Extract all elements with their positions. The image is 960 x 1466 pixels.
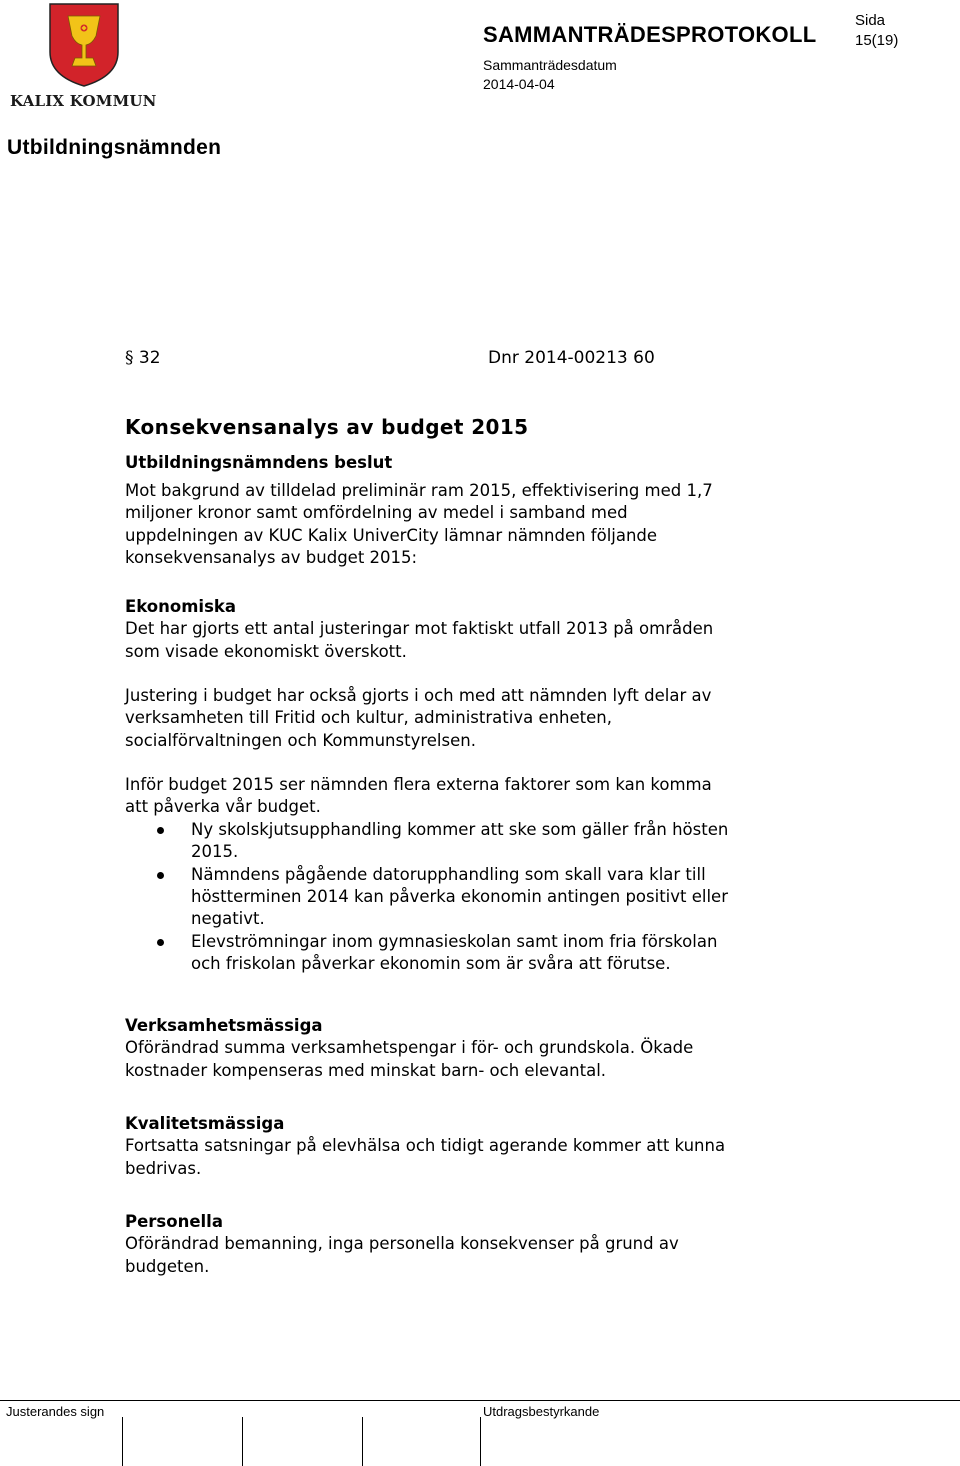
text-line: miljoner kronor samt omfördelning av medel i samband med — [125, 503, 628, 523]
signature-box-divider — [480, 1417, 481, 1466]
section-heading: Verksamhetsmässiga — [125, 1016, 323, 1035]
text-line: bedrivas. — [125, 1158, 202, 1178]
signature-box-divider — [242, 1417, 243, 1466]
signature-box-divider — [362, 1417, 363, 1466]
page-label: Sida — [855, 12, 886, 29]
municipality-logo — [10, 2, 160, 110]
text-line: verksamheten till Fritid och kultur, administrativa enheten, — [125, 708, 612, 728]
text-line: 2015. — [191, 842, 239, 862]
text-line: Oförändrad summa verksamhetspengar i för- och grundskola. Ökade — [125, 1038, 694, 1058]
text-line: Det har gjorts ett antal justeringar mot faktiskt utfall 2013 på områden — [125, 619, 714, 639]
meeting-date-label: Sammanträdesdatum — [483, 57, 617, 73]
case-title: Konsekvensanalys av budget 2015 — [125, 415, 529, 439]
text-line: Justering i budget har också gjorts i och med att nämnden lyft delar av — [125, 686, 712, 705]
certification-label: Utdragsbestyrkande — [483, 1404, 600, 1419]
case-number: Dnr 2014-00213 60 — [488, 348, 655, 368]
text-line: budgeten. — [125, 1256, 210, 1276]
text-line: negativt. — [191, 909, 265, 929]
decision-heading: Utbildningsnämndens beslut — [125, 453, 393, 472]
logo-text: KALIX KOMMUN — [10, 92, 157, 110]
sign-label: Justerandes sign — [6, 1404, 105, 1419]
text-line: Mot bakgrund av tilldelad preliminär ram 2015, effektivisering med 1,7 — [125, 481, 713, 500]
paragraph-external-factors — [125, 774, 825, 976]
page-number: 15(19) — [855, 32, 899, 49]
text-line: höstterminen 2014 kan påverka ekonomin antingen positivt eller — [191, 887, 728, 907]
text-line: kostnader kompenseras med minskat barn- och elevantal. — [125, 1060, 607, 1080]
text-line: Ny skolskjutsupphandling kommer att ske som gäller från hösten — [191, 819, 729, 839]
section-heading: Personella — [125, 1212, 223, 1231]
section-heading: Ekonomiska — [125, 597, 236, 616]
text-line: att påverka vår budget. — [125, 797, 321, 817]
committee-name: Utbildningsnämnden — [7, 136, 222, 159]
coat-of-arms-icon — [48, 2, 120, 88]
paragraph-justering — [125, 685, 825, 752]
paragraph-value: 32 — [138, 348, 161, 368]
section-personella — [125, 1211, 825, 1278]
signature-box-divider — [122, 1417, 123, 1466]
section-heading: Kvalitetsmässiga — [125, 1114, 285, 1133]
list-item — [125, 864, 825, 931]
list-item — [125, 819, 825, 864]
factor-list — [125, 819, 825, 976]
text-line: socialförvaltningen och Kommunstyrelsen. — [125, 730, 476, 750]
list-item — [125, 931, 825, 976]
text-line: som visade ekonomiskt överskott. — [125, 641, 407, 661]
meeting-date: 2014-04-04 — [483, 76, 555, 92]
text-line: konsekvensanalys av budget 2015: — [125, 548, 418, 568]
section-ekonomiska — [125, 596, 825, 663]
intro-paragraph — [125, 480, 825, 570]
section-symbol: § — [125, 348, 134, 368]
document-title: SAMMANTRÄDESPROTOKOLL — [483, 22, 817, 47]
text-line: Elevströmningar inom gymnasieskolan samt inom fria förskolan — [191, 931, 718, 951]
text-line: Oförändrad bemanning, inga personella konsekvenser på grund av — [125, 1234, 679, 1254]
text-line: Nämndens pågående datorupphandling som skall vara klar till — [191, 864, 706, 884]
paragraph-number — [125, 348, 161, 368]
text-line: Fortsatta satsningar på elevhälsa och tidigt agerande kommer att kunna — [125, 1136, 726, 1156]
section-verksamhet — [125, 1015, 825, 1082]
text-line: Inför budget 2015 ser nämnden flera externa faktorer som kan komma — [125, 775, 712, 794]
signature-footer — [0, 1400, 960, 1466]
text-line: och friskolan påverkar ekonomin som är svåra att förutse. — [191, 954, 671, 974]
section-kvalitet — [125, 1113, 825, 1180]
text-line: uppdelningen av KUC Kalix UniverCity lämnar nämnden följande — [125, 525, 658, 545]
